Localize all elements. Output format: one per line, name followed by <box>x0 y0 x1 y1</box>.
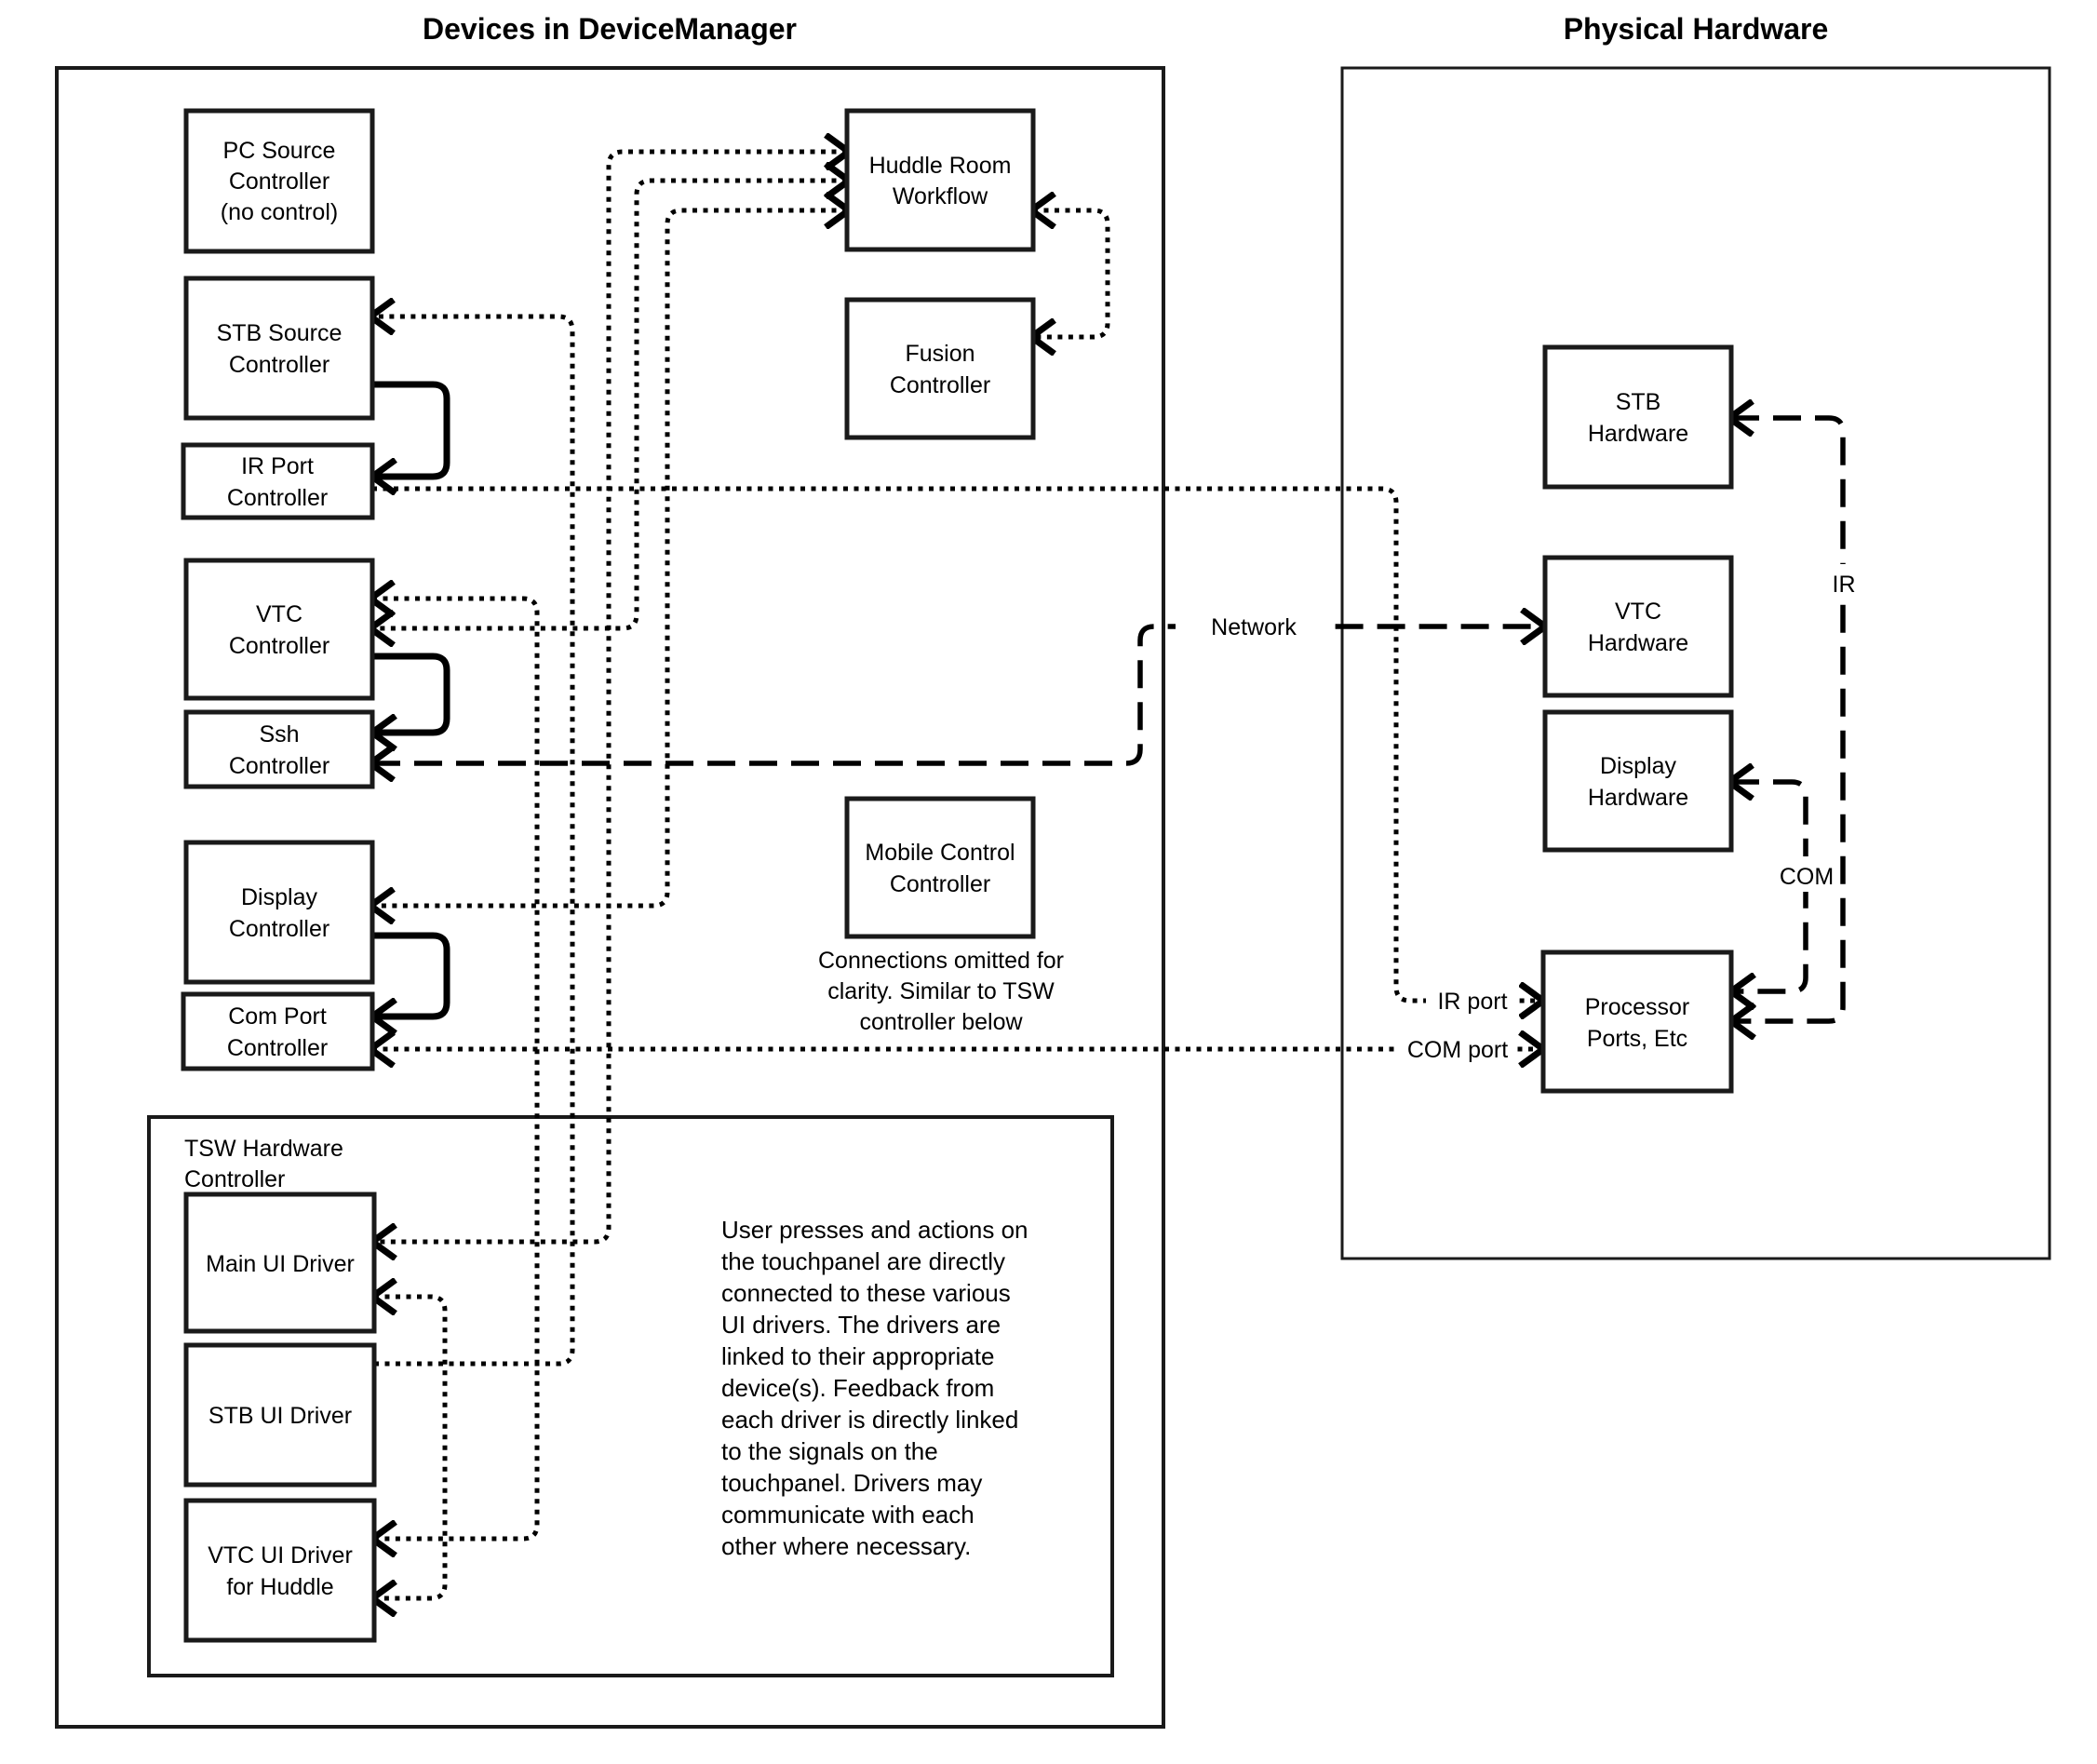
edge-vtc-ssh <box>372 656 447 733</box>
box-label-line: STB Source <box>216 320 343 346</box>
box <box>847 111 1033 249</box>
box-label-line: Main UI Driver <box>206 1251 355 1277</box>
box-label-line: Hardware <box>1587 630 1689 656</box>
box-label-line: Controller <box>228 633 330 659</box>
box-label-line: VTC <box>1615 599 1661 625</box>
box-huddle-room-workflow <box>847 111 1033 249</box>
box <box>186 278 372 418</box>
box-label-line: Controller <box>228 168 330 195</box>
left-section-title: Devices in DeviceManager <box>423 12 797 46</box>
box-label-line: Fusion <box>905 341 975 367</box>
box <box>1543 952 1731 1091</box>
com-port-label: COM port <box>1406 1037 1509 1063</box>
note-line: Connections omitted for <box>817 948 1065 974</box>
box-label-line: (no control) <box>220 199 339 225</box>
box-label-line: STB <box>1615 389 1661 415</box>
box-label-line: Controller <box>184 1166 286 1192</box>
box-label-line: Controller <box>889 372 991 398</box>
box-label-line: TSW Hardware <box>184 1136 343 1162</box>
box-com-port-controller <box>183 994 372 1069</box>
box <box>1545 712 1731 850</box>
right-section-title: Physical Hardware <box>1563 12 1829 46</box>
edge-vtc-controller-vtc-ui <box>372 599 537 1539</box>
box-main-ui-driver <box>186 1194 374 1331</box>
paragraph-line: connected to these various <box>721 1279 1011 1307</box>
paragraph-line: communicate with each <box>721 1501 975 1528</box>
connections-omitted-note <box>818 948 1064 1035</box>
box-label-line: Controller <box>228 352 330 378</box>
box-ir-port-controller <box>183 445 372 518</box>
box-pc-source-controller <box>186 111 372 251</box>
box-vtc-ui-driver <box>186 1501 374 1640</box>
tsw-hardware-controller-label <box>184 1136 343 1192</box>
box-stb-source-controller <box>186 278 372 418</box>
box-label-line: IR Port <box>241 453 314 479</box>
box-label-line: Hardware <box>1587 421 1689 447</box>
box-label-line: Huddle Room <box>868 153 1012 179</box>
paragraph-line: touchpanel. Drivers may <box>721 1469 983 1497</box>
box-label-line: Workflow <box>892 183 988 209</box>
ir-port-label: IR port <box>1437 989 1508 1015</box>
box-vtc-controller <box>186 560 372 698</box>
com-label: COM <box>1779 864 1835 890</box>
box-processor-ports <box>1543 952 1731 1091</box>
paragraph-line: User presses and actions on <box>721 1216 1028 1244</box>
edge-display-com-port <box>372 936 447 1017</box>
edge-main-ui-vtc-ui <box>374 1297 445 1598</box>
edge-network-ssh-vtc-hardware <box>372 626 1543 763</box>
note-line: controller below <box>859 1009 1023 1035</box>
box-stb-ui-driver <box>186 1345 374 1485</box>
box-vtc-hardware <box>1545 558 1731 695</box>
box <box>1545 558 1731 695</box>
edge-ir-stb-hardware-processor <box>1731 418 1843 1021</box>
box-label-line: Controller <box>889 871 991 897</box>
box <box>186 560 372 698</box>
box-fusion-controller <box>847 300 1033 438</box>
box-mobile-control-controller <box>847 799 1033 936</box>
box-label-line: STB UI Driver <box>208 1403 353 1429</box>
box-display-hardware <box>1545 712 1731 850</box>
box-label-line: Com Port <box>228 1003 327 1030</box>
box-label-line: Controller <box>228 916 330 942</box>
paragraph-line: device(s). Feedback from <box>721 1374 995 1402</box>
box-label-line: VTC <box>256 601 302 627</box>
edge-stb-source-ir-port <box>372 384 447 477</box>
box-label-line: for Huddle <box>226 1574 334 1600</box>
box <box>847 799 1033 936</box>
box-label-line: Controller <box>228 753 330 779</box>
box-label-line: Processor <box>1584 994 1690 1020</box>
ir-label: IR <box>1832 572 1856 598</box>
paragraph-line: UI drivers. The drivers are <box>721 1311 1001 1339</box>
box-label-line: PC Source <box>222 138 336 164</box>
box-label-line: VTC UI Driver <box>208 1542 353 1569</box>
box <box>186 842 372 982</box>
box-label-line: Mobile Control <box>865 840 1015 866</box>
box <box>1545 347 1731 487</box>
paragraph-line: the touchpanel are directly <box>721 1247 1005 1275</box>
paragraph-line: other where necessary. <box>721 1532 972 1560</box>
box <box>186 1501 374 1640</box>
box-display-controller <box>186 842 372 982</box>
box <box>847 300 1033 438</box>
paragraph-line: to the signals on the <box>721 1437 938 1465</box>
box-label-line: Controller <box>226 485 329 511</box>
box-stb-hardware <box>1545 347 1731 487</box>
box-label-line: Display <box>241 884 317 910</box>
note-line: clarity. Similar to TSW <box>827 978 1055 1004</box>
box-label-line: Display <box>1600 753 1676 779</box>
box-label-line: Ports, Etc <box>1586 1026 1688 1052</box>
network-label: Network <box>1211 614 1297 640</box>
box-ssh-controller <box>186 712 372 787</box>
edge-huddle-fusion <box>1033 210 1108 337</box>
paragraph-line: linked to their appropriate <box>721 1342 995 1370</box>
box-label-line: Hardware <box>1587 785 1689 811</box>
paragraph-line: each driver is directly linked <box>721 1406 1019 1434</box>
box-label-line: Ssh <box>259 721 300 747</box>
box-label-line: Controller <box>226 1035 329 1061</box>
ui-drivers-paragraph <box>721 1216 1028 1560</box>
